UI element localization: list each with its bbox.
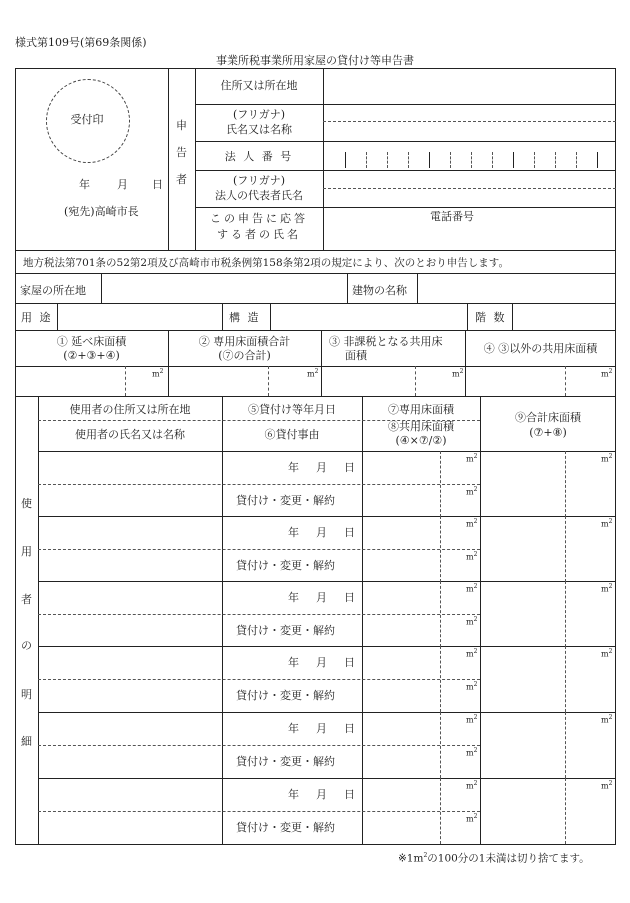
unit-label: $m^2$: [466, 681, 478, 692]
row-date-label: 年 月 日: [288, 656, 358, 669]
area-total-label-1: ① 延べ床面積: [56, 335, 127, 348]
total-area-field[interactable]: [481, 517, 564, 581]
area-other-label: ④ ③以外の共用床面積: [483, 342, 598, 355]
use-label: 用 途: [21, 311, 53, 324]
name-label: 氏名又は名称: [226, 123, 292, 136]
area-exempt-label-2: 面積: [345, 349, 367, 362]
unit-label: $m^2$: [601, 714, 613, 725]
total-area-field[interactable]: [481, 779, 564, 843]
address-label: 住所又は所在地: [220, 79, 298, 92]
unit-label: $m^2$: [601, 518, 613, 529]
details-side-label-6: 細: [21, 735, 32, 748]
receipt-stamp-label: 受付印: [70, 113, 104, 126]
exclusive-area-field[interactable]: [363, 517, 439, 548]
unit-label: $m^2$: [466, 551, 478, 562]
shared-area-field[interactable]: [363, 550, 439, 581]
area-exclusive-label-2: (⑦の合計): [218, 349, 271, 362]
unit-label: $m^2$: [466, 780, 478, 791]
unit-label: $m^2$: [466, 747, 478, 758]
building-name-label: 建物の名称: [352, 284, 407, 297]
unit-label: $m^2$: [601, 583, 613, 594]
building-location-label: 家屋の所在地: [20, 284, 86, 297]
form-number: 様式第109号(第69条関係): [15, 36, 147, 49]
rep-furigana-label: (フリガナ): [232, 174, 286, 187]
row-date-label: 年 月 日: [288, 461, 358, 474]
receipt-month: 月: [117, 178, 128, 191]
row-reason-label: 貸付け・変更・解約: [236, 494, 335, 507]
header-exclusive: ⑦専用床面積: [388, 403, 454, 416]
header-total-2: (⑦+⑧): [529, 426, 567, 439]
unit-label: $m^2$: [466, 648, 478, 659]
details-side-label-3: 者: [21, 593, 32, 606]
user-name-field[interactable]: [39, 746, 221, 777]
receipt-day: 日: [152, 178, 163, 191]
header-shared-1: ⑧共用床面積: [388, 420, 454, 433]
user-name-field[interactable]: [39, 680, 221, 711]
row-date-label: 年 月 日: [288, 788, 358, 801]
unit-label: $m^2$: [466, 583, 478, 594]
shared-area-field[interactable]: [363, 680, 439, 711]
row-date-label: 年 月 日: [288, 526, 358, 539]
unit-label: $m^2$: [601, 780, 613, 791]
details-side-label-4: の: [21, 639, 32, 652]
area-exclusive-label-1: ② 専用床面積合計: [198, 335, 291, 348]
details-side-label-1: 使: [21, 497, 32, 510]
area-unit-2: $m^2$: [307, 368, 319, 379]
floors-label: 階 数: [475, 311, 507, 324]
addressee: (宛先)高崎市長: [64, 205, 139, 218]
row-reason-label: 貸付け・変更・解約: [236, 624, 335, 637]
declaration-text: 地方税法第701条の52第2項及び高崎市市税条例第158条第2項の規定により、次のとおり申告します。: [23, 257, 509, 269]
total-area-field[interactable]: [481, 452, 564, 516]
header-user-address: 使用者の住所又は所在地: [69, 403, 191, 416]
area-total-label-2: (②+③+④): [63, 349, 120, 362]
unit-label: $m^2$: [466, 453, 478, 464]
applicant-side-label-1: 申: [176, 119, 187, 132]
user-address-field[interactable]: [39, 713, 221, 744]
unit-label: $m^2$: [466, 813, 478, 824]
row-date-label: 年 月 日: [288, 722, 358, 735]
user-name-field[interactable]: [39, 615, 221, 646]
footnote: $※1m^2$の100分の1未満は切り捨てます。: [398, 852, 590, 865]
user-address-field[interactable]: [39, 779, 221, 810]
rep-name-label: 法人の代表者氏名: [215, 189, 303, 202]
user-address-field[interactable]: [39, 452, 221, 483]
user-name-field[interactable]: [39, 812, 221, 843]
area-exempt-label-1: ③ 非課税となる共用床: [329, 335, 443, 348]
exclusive-area-field[interactable]: [363, 647, 439, 678]
applicant-side-label-2: 告: [176, 146, 187, 159]
unit-label: $m^2$: [466, 518, 478, 529]
form-title: 事業所税事業所用家屋の貸付け等申告書: [216, 54, 414, 67]
header-reason: ⑥貸付事由: [264, 428, 320, 441]
contact-label-2: する者の氏名: [217, 228, 301, 241]
details-side-label-2: 用: [21, 545, 32, 558]
user-address-field[interactable]: [39, 582, 221, 613]
user-address-field[interactable]: [39, 517, 221, 548]
applicant-side-label-3: 者: [176, 173, 187, 186]
total-area-field[interactable]: [481, 713, 564, 777]
header-shared-2: (④×⑦/②): [395, 434, 447, 447]
user-name-field[interactable]: [39, 485, 221, 516]
header-date: ⑤貸付け等年月日: [248, 403, 336, 416]
shared-area-field[interactable]: [363, 615, 439, 646]
unit-label: $m^2$: [601, 453, 613, 464]
exclusive-area-field[interactable]: [363, 452, 439, 483]
area-unit-3: $m^2$: [452, 368, 464, 379]
phone-label: 電話番号: [430, 210, 474, 223]
structure-label: 構 造: [229, 311, 261, 324]
corp-number-label: 法 人 番 号: [224, 150, 294, 163]
exclusive-area-field[interactable]: [363, 582, 439, 613]
total-area-field[interactable]: [481, 582, 564, 646]
exclusive-area-field[interactable]: [363, 713, 439, 744]
row-reason-label: 貸付け・変更・解約: [236, 755, 335, 768]
area-unit-4: $m^2$: [601, 368, 613, 379]
area-unit-1: $m^2$: [152, 368, 164, 379]
details-side-label-5: 明: [21, 688, 32, 701]
exclusive-area-field[interactable]: [363, 779, 439, 810]
shared-area-field[interactable]: [363, 812, 439, 843]
unit-label: $m^2$: [601, 648, 613, 659]
row-reason-label: 貸付け・変更・解約: [236, 821, 335, 834]
row-reason-label: 貸付け・変更・解約: [236, 689, 335, 702]
unit-label: $m^2$: [466, 616, 478, 627]
row-reason-label: 貸付け・変更・解約: [236, 559, 335, 572]
header-user-name: 使用者の氏名又は名称: [75, 428, 185, 441]
receipt-year: 年: [79, 178, 90, 191]
user-address-field[interactable]: [39, 647, 221, 678]
unit-label: $m^2$: [466, 714, 478, 725]
total-area-field[interactable]: [481, 647, 564, 711]
contact-label-1: この申告に応答: [210, 212, 308, 225]
user-name-field[interactable]: [39, 550, 221, 581]
unit-label: $m^2$: [466, 486, 478, 497]
header-total-1: ⑨合計床面積: [515, 411, 581, 424]
row-date-label: 年 月 日: [288, 591, 358, 604]
shared-area-field[interactable]: [363, 485, 439, 516]
furigana-label: (フリガナ): [232, 108, 286, 121]
shared-area-field[interactable]: [363, 746, 439, 777]
